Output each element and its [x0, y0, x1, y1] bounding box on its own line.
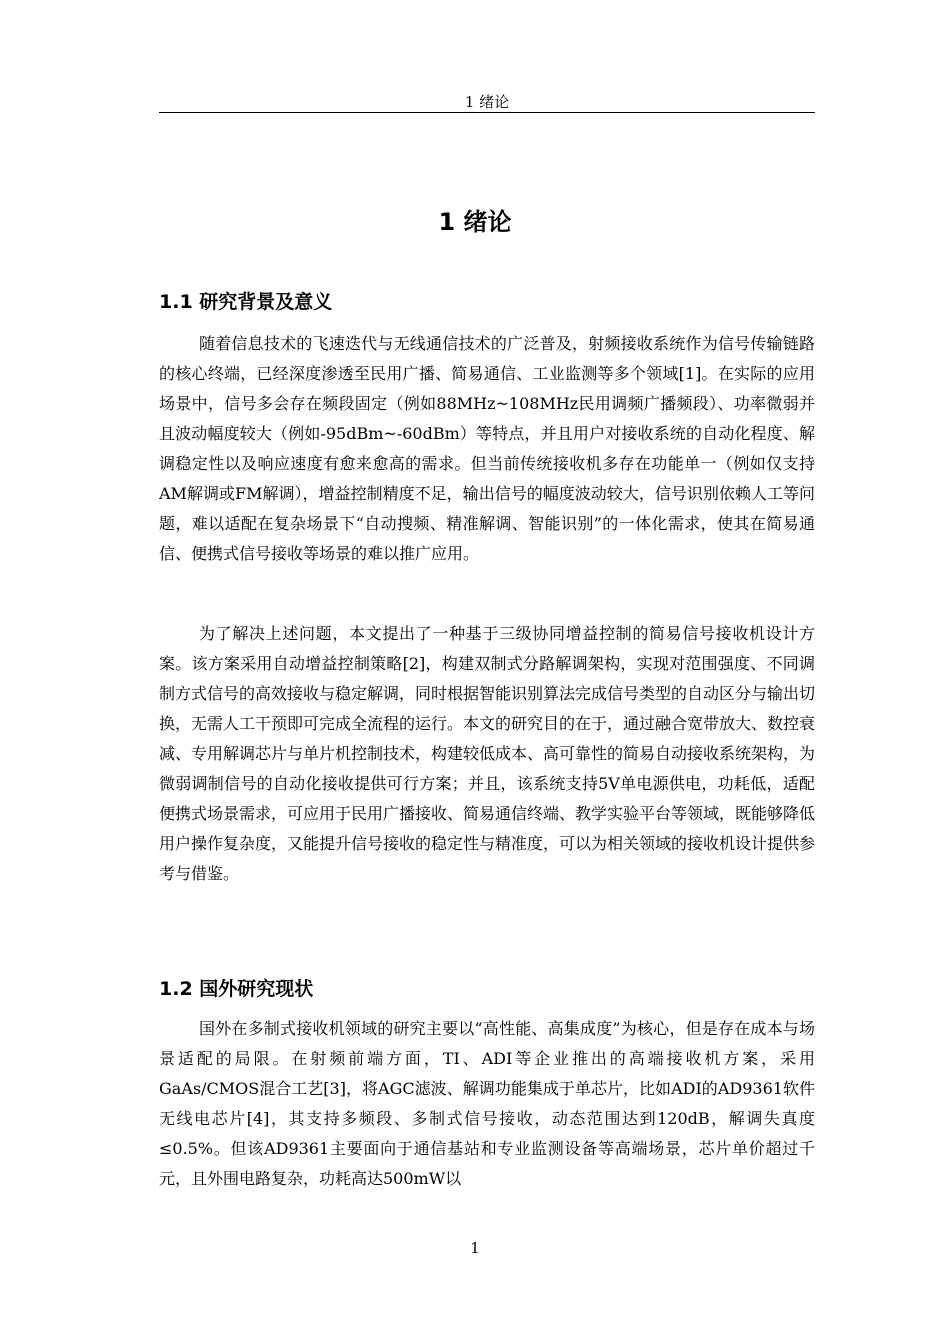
paragraph: 随着信息技术的飞速迭代与无线通信技术的广泛普及，射频接收系统作为信号传输链路的核心终端，已经深度渗透至民用广播、简易通信、工业监测等多个领域[1]。在实际的应用场景中，信号多会存在频段固定（例如88MHz~108MHz民用调频广播频段）、功率微弱并且波动幅度较大（例如-95dBm~-60dBm）等特点，并且用户对接收系统的自动化程度、解调稳定性以及响应速度有愈来愈高的需求。但当前传统接收机多存在功能单一（例如仅支持AM解调或FM解调），增益控制精度不足，输出信号的幅度波动较大，信号识别依赖人工等问题，难以适配在复杂场景下“自动搜频、精准解调、智能识别”的一体化需求，使其在简易通信、便携式信号接收等场景的难以推广应用。: [159, 334, 815, 563]
header-rule: [159, 112, 815, 113]
paragraph: 为了解决上述问题，本文提出了一种基于三级协同增益控制的简易信号接收机设计方案。该方案采用自动增益控制策略[2]，构建双制式分路解调架构，实现对范围强度、不同调制方式信号的高效接收与稳定解调，同时根据智能识别算法完成信号类型的自动区分与输出切换，无需人工干预即可完成全流程的运行。本文的研究目的在于，通过融合宽带放大、数控衰减、专用解调芯片与单片机控制技术，构建较低成本、高可靠性的简易自动接收系统架构，为微弱调制信号的自动化接收提供可行方案；并且，该系统支持5V单电源供电，功耗低，适配便携式场景需求，可应用于民用广播接收、简易通信终端、教学实验平台等领域，既能够降低用户操作复杂度，又能提升信号接收的稳定性与精准度，可以为相关领域的接收机设计提供参考与借鉴。: [159, 624, 816, 883]
running-header: 1 绪论: [464, 93, 510, 111]
section-heading-1-2: 1.2 国外研究现状: [159, 978, 314, 1000]
page-number: 1: [470, 1239, 480, 1257]
chapter-title: 1 绪论: [438, 208, 512, 236]
paragraph: 国外在多制式接收机领域的研究主要以“高性能、高集成度”为核心，但是存在成本与场景适配的局限。在射频前端方面，TI、ADI等企业推出的高端接收机方案，采用GaAs/CMOS混合工艺[3]，将AGC滤波、解调功能集成于单芯片，比如ADI的AD9361软件无线电芯片[4]，其支持多频段、多制式信号接收，动态范围达到120dB，解调失真度≤0.5%。但该AD9361主要面向于通信基站和专业监测设备等高端场景，芯片单价超过千元，且外围电路复杂，功耗高达500mW以: [159, 1019, 815, 1188]
section-heading-1-1: 1.1 研究背景及意义: [159, 291, 333, 313]
